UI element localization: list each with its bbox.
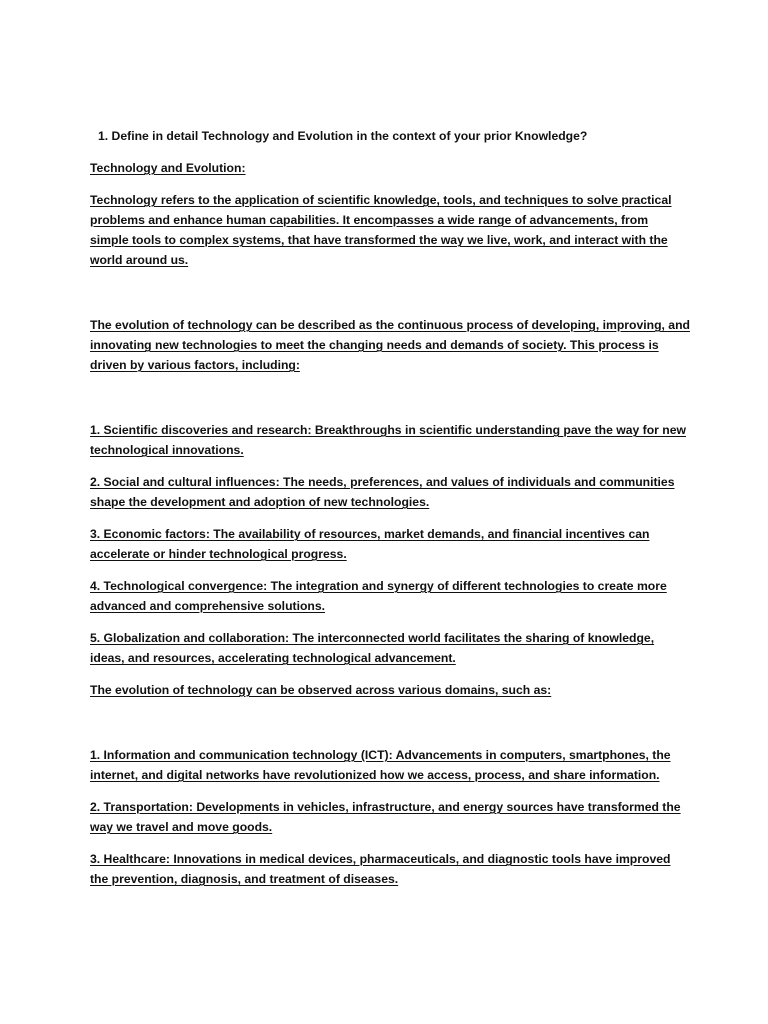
factor-item: 2. Social and cultural influences: The needs, preferences, and values of individuals and communities shape the development and adoption of new technologies. — [90, 475, 675, 509]
evolution-intro: The evolution of technology can be described as the continuous process of developing, improving, and innovating new technologies to meet the changing needs and demands of society. This process is driven by various factors, including: — [90, 318, 690, 372]
domain-item: 1. Information and communication technology (ICT): Advancements in computers, smartphones, the internet, and digital networks have revolutionized how we access, process, and share information. — [90, 748, 671, 782]
technology-definition: Technology refers to the application of scientific knowledge, tools, and techniques to solve practical problems and enhance human capabilities. It encompasses a wide range of advancements, from simple tools to complex systems, that have transformed the way we live, work, and interact with the world around us. — [90, 193, 672, 267]
domain-item: 3. Healthcare: Innovations in medical devices, pharmaceuticals, and diagnostic tools have improved the prevention, diagnosis, and treatment of diseases. — [90, 852, 671, 886]
spacer — [90, 712, 690, 745]
factor-item: 5. Globalization and collaboration: The interconnected world facilitates the sharing of knowledge, ideas, and resources, accelerating technological advancement. — [90, 631, 655, 665]
domain-item: 2. Transportation: Developments in vehicles, infrastructure, and energy sources have transformed the way we travel and move goods. — [90, 800, 681, 834]
factor-item: 4. Technological convergence: The integration and synergy of different technologies to create more advanced and comprehensive solutions. — [90, 579, 667, 613]
section-heading: Technology and Evolution: — [90, 161, 246, 175]
document-body — [90, 126, 690, 901]
spacer — [90, 282, 690, 315]
factor-item: 3. Economic factors: The availability of resources, market demands, and financial incentives can accelerate or hinder technological progress. — [90, 527, 650, 561]
factor-item: 1. Scientific discoveries and research: Breakthroughs in scientific understanding pave the way for new technological innovations. — [90, 423, 687, 457]
question-text: 1. Define in detail Technology and Evolution in the context of your prior Knowledge? — [98, 129, 588, 143]
domains-intro: The evolution of technology can be observed across various domains, such as: — [90, 683, 552, 697]
spacer — [90, 387, 690, 420]
